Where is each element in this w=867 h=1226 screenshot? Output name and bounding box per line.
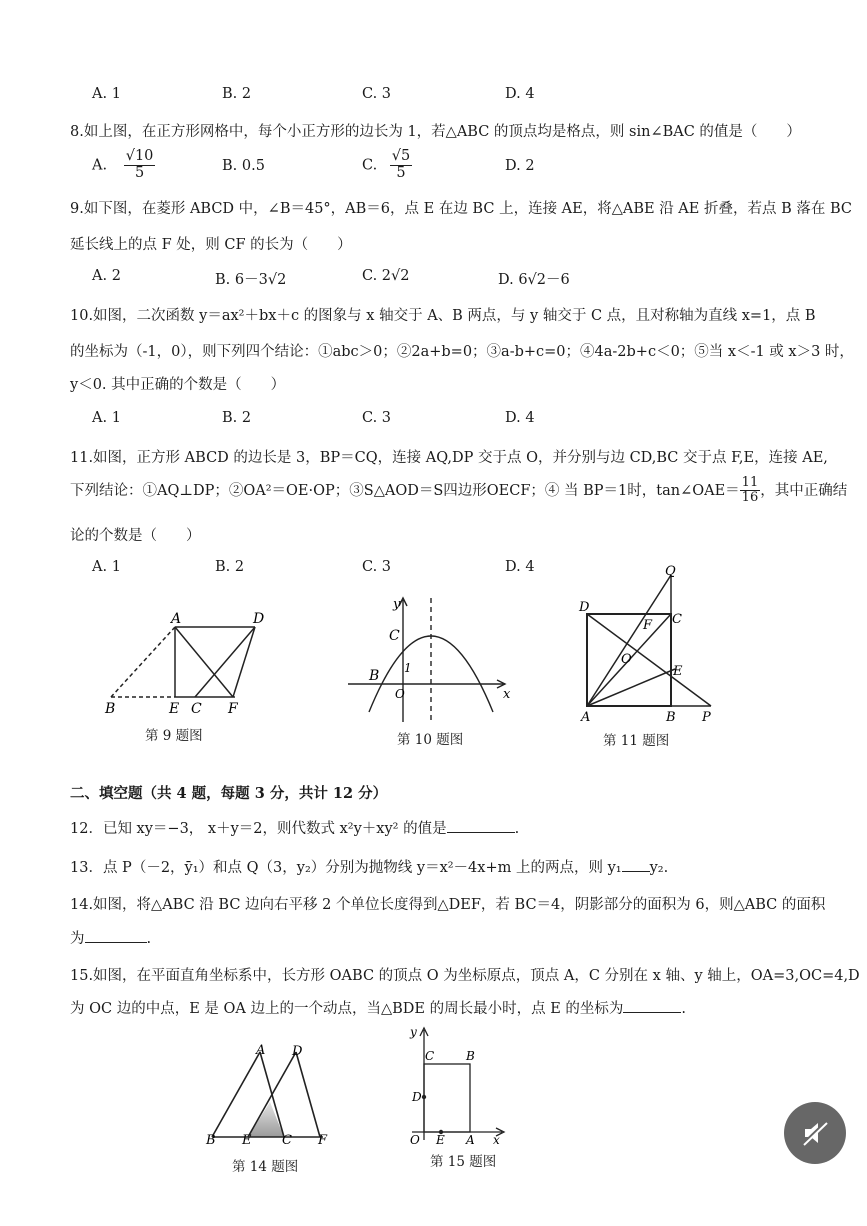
- q13-answer-blank[interactable]: [622, 857, 650, 872]
- fig15-label-A: A: [466, 1133, 475, 1147]
- fig14-label-B: B: [206, 1133, 216, 1148]
- fig11-label-E: E: [673, 664, 683, 679]
- fig9-label-A: A: [171, 611, 182, 627]
- fig15-label-y: y: [410, 1025, 417, 1039]
- fig14-caption: 第 14 题图: [232, 1159, 299, 1175]
- figure-14: [198, 1040, 343, 1150]
- fig10-label-x: x: [503, 687, 511, 702]
- fig14-label-A: A: [256, 1043, 266, 1058]
- fig11-label-D: D: [579, 600, 590, 615]
- fig10-label-B: B: [369, 668, 380, 684]
- fig15-caption: 第 15 题图: [430, 1154, 497, 1170]
- fig10-label-one: 1: [404, 661, 412, 675]
- fig15-point-D: [422, 1095, 426, 1099]
- fig14-label-D: D: [292, 1044, 303, 1059]
- q10-option-a: A. 1: [92, 410, 121, 426]
- q12: 12．已知 xy＝−3， x＋y＝2，则代数式 x²y＋xy² 的值是 .: [70, 817, 519, 838]
- q11-option-b: B. 2: [215, 559, 245, 575]
- fig14-label-E: E: [242, 1133, 252, 1148]
- q11-option-c: C. 3: [362, 559, 392, 575]
- figure-11: [575, 563, 720, 728]
- q10-stem-line2: 的坐标为（-1，0），则下列四个结论：①abc＞0；②2a+b=0；③a-b+c=0；④4a-2b+c＜0；⑤当 x＜-1 或 x＞3 时，: [70, 344, 854, 360]
- q12-answer-blank[interactable]: [447, 818, 515, 833]
- fig9-label-E: E: [169, 701, 180, 717]
- fig11-caption: 第 11 题图: [603, 733, 670, 749]
- fig11-label-P: P: [702, 710, 711, 725]
- q11-option-a: A. 1: [92, 559, 121, 575]
- figure-15: [400, 1022, 510, 1147]
- q10-stem-line1: 10.如图，二次函数 y＝ax²＋bx＋c 的图象与 x 轴交于 A、B 两点，与 y 轴交于 C 点，且对称轴为直线 x=1，点 B: [70, 308, 816, 324]
- fig9-caption: 第 9 题图: [145, 728, 203, 744]
- q7-option-d: D. 4: [505, 86, 535, 102]
- fig11-label-C: C: [672, 612, 682, 627]
- fig15-label-E: E: [436, 1133, 445, 1147]
- q11-stem-line2: 下列结论：①AQ⊥DP；②OA²＝OE·OP；③S△AOD＝S四边形OECF；④ 当 BP＝1时，tan∠OAE＝ $\frac{11}{16}$ ，其中正确结: [70, 475, 848, 506]
- q9-option-d: D. 6√2－6: [498, 272, 570, 288]
- fig9-label-D: D: [253, 611, 265, 627]
- sound-toggle-button[interactable]: [784, 1102, 846, 1164]
- q8-option-b: B. 0.5: [222, 158, 265, 174]
- q9-option-a: A. 2: [92, 268, 121, 284]
- q8-option-c: C. $\frac{√5}{5}$: [362, 148, 411, 181]
- q14-answer-blank[interactable]: [85, 928, 147, 943]
- fig15-label-B: B: [466, 1049, 475, 1063]
- fig11-label-A: A: [581, 710, 591, 725]
- fig14-label-F: F: [318, 1133, 328, 1148]
- q7-option-b: B. 2: [222, 86, 252, 102]
- figure-9: [95, 605, 265, 720]
- q9-option-c: C. 2√2: [362, 268, 410, 284]
- q9-stem-line1: 9.如下图，在菱形 ABCD 中，∠B＝45°，AB＝6，点 E 在边 BC 上，连接 AE，将△ABE 沿 AE 折叠，若点 B 落在 BC: [70, 201, 852, 217]
- fig15-label-x: x: [493, 1133, 500, 1147]
- q10-option-b: B. 2: [222, 410, 252, 426]
- q14-line2: 为 .: [70, 927, 151, 948]
- figure-10: [345, 590, 515, 725]
- q10-option-d: D. 4: [505, 410, 535, 426]
- fig10-label-C: C: [389, 628, 400, 644]
- q11-stem-line1: 11.如图，正方形 ABCD 的边长是 3，BP＝CQ，连接 AQ,DP 交于点 O，并分别与边 CD,BC 交于点 F,E，连接 AE,: [70, 450, 828, 466]
- q8-stem: 8.如上图，在正方形网格中，每个小正方形的边长为 1，若△ABC 的顶点均是格点，则 sin∠BAC 的值是（ ）: [70, 124, 801, 140]
- q7-option-c: C. 3: [362, 86, 392, 102]
- q8-option-d: D. 2: [505, 158, 535, 174]
- q14-line1: 14.如图，将△ABC 沿 BC 边向右平移 2 个单位长度得到△DEF，若 BC＝4，阴影部分的面积为 6，则△ABC 的面积: [70, 897, 826, 913]
- speaker-mute-icon: [800, 1118, 830, 1148]
- q15-line1: 15.如图，在平面直角坐标系中，长方形 OABC 的顶点 O 为坐标原点，顶点 A，C 分别在 x 轴、y 轴上，OA=3,OC=4,D: [70, 968, 860, 984]
- q10-option-c: C. 3: [362, 410, 392, 426]
- q13: 13．点 P（－2，ȳ₁）和点 Q（3，y₂）分别为抛物线 y＝x²－4x+m 上的两点，则 y₁ y₂.: [70, 856, 668, 877]
- q9-stem-line2: 延长线上的点 F 处，则 CF 的长为（ ）: [70, 237, 352, 253]
- fig11-label-F: F: [643, 618, 653, 633]
- section-2-heading: 二、填空题（共 4 题，每题 3 分，共计 12 分）: [70, 785, 388, 802]
- fig14-label-C: C: [282, 1133, 292, 1148]
- fig9-label-B: B: [105, 701, 116, 717]
- q10-stem-line3: y＜0. 其中正确的个数是（ ）: [70, 377, 286, 393]
- fig15-label-O: O: [410, 1133, 420, 1147]
- q7-option-a: A. 1: [92, 86, 121, 102]
- fig11-label-O: O: [621, 652, 632, 667]
- q11-option-d: D. 4: [505, 559, 535, 575]
- fig11-label-Q: Q: [665, 564, 676, 579]
- fig11-label-B: B: [666, 710, 676, 725]
- fig10-label-O: O: [395, 687, 405, 701]
- fig9-label-F: F: [228, 701, 238, 717]
- q15-line2: 为 OC 边的中点，E 是 OA 边上的一个动点，当△BDE 的周长最小时，点 E 的坐标为 .: [70, 997, 686, 1018]
- fig10-label-y: y: [393, 597, 401, 612]
- q8-option-a: A. $\frac{√10}{5}$: [92, 148, 154, 181]
- fig9-label-C: C: [191, 701, 202, 717]
- fig10-caption: 第 10 题图: [397, 732, 464, 748]
- q9-option-b: B. 6－3√2: [215, 272, 287, 288]
- q11-stem-line3: 论的个数是（ ）: [70, 528, 201, 544]
- q15-answer-blank[interactable]: [623, 998, 681, 1013]
- fig15-label-C: C: [425, 1049, 435, 1063]
- fig15-label-D: D: [412, 1090, 422, 1104]
